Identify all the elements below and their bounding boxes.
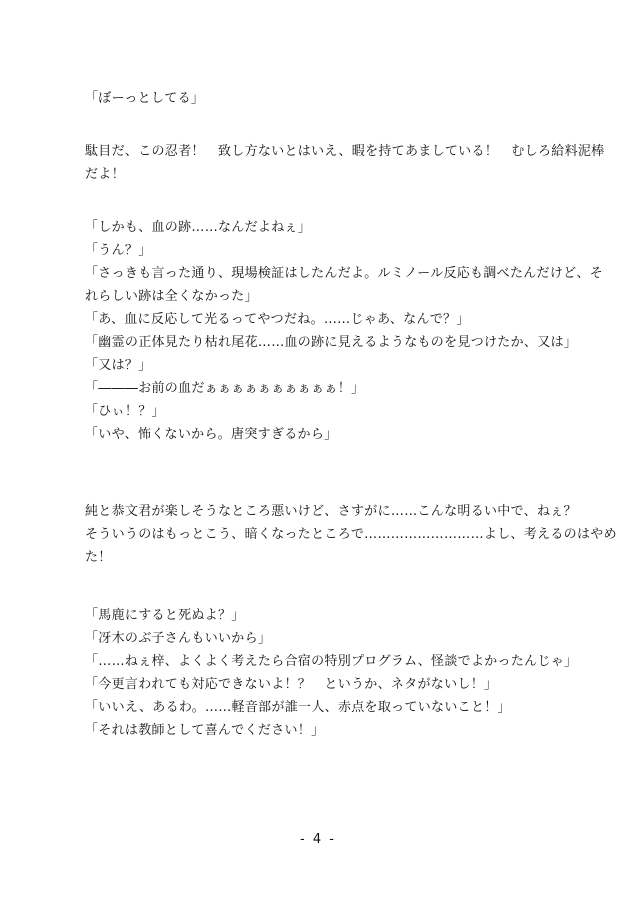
text-line: 「あ、血に反応して光るってやつだね。……じゃあ、なんで？」 [85, 312, 470, 327]
text-line: 「しかも、血の跡……なんだよねぇ」 [85, 220, 312, 235]
text-line: 「幽霊の正体見たり枯れ尾花……血の跡に見えるようなものを見つけたか、又は」 [85, 335, 578, 350]
text-line: 純と恭文君が楽しそうなところ悪いけど、さすがに……こんな明るい中で、ねぇ？ [85, 504, 577, 519]
page-number: - 4 - [300, 832, 336, 847]
text-line: 「今更言われても対応できないよ！？ というか、ネタがないし！」 [85, 677, 498, 692]
paragraph-2 [85, 140, 605, 186]
text-line: 「―――お前の血だぁぁぁぁぁぁぁぁぁぁ！」 [85, 381, 365, 396]
text-line: 「冴木のぶ子さんもいいから」 [85, 631, 272, 646]
text-line: 「ぼーっとしてる」 [85, 91, 205, 106]
paragraph-3 [85, 216, 604, 446]
text-line: 「ひぃ！？」 [85, 404, 165, 419]
paragraph-5 [85, 604, 578, 742]
text-line: 「又は？」 [85, 358, 152, 373]
text-line: 「……ねぇ梓、よくよく考えたら合宿の特別プログラム、怪談でよかったんじゃ」 [85, 654, 578, 669]
text-line: 「いや、怖くないから。唐突すぎるから」 [85, 427, 338, 442]
text-line: 「それは教師として喜んでください！」 [85, 723, 325, 738]
text-line: そういうのはもっとこう、暗くなったところで………………………よし、考えるのはやめ [85, 527, 617, 542]
text-line: れらしい跡は全くなかった」 [85, 289, 258, 304]
text-line: た！ [85, 550, 112, 565]
paragraph-4 [85, 500, 617, 569]
text-line: だよ！ [85, 167, 125, 182]
paragraph-1 [85, 87, 555, 110]
text-line: 駄目だ、この忍者！ 致し方ないとはいえ、暇を持てあましている！ むしろ給料泥棒 [85, 144, 605, 159]
text-line: 「さっきも言った通り、現場検証はしたんだよ。ルミノール反応も調べたんだけど、そ [85, 266, 604, 281]
text-line: 「いいえ、あるわ。……軽音部が誰一人、赤点を取っていないこと！」 [85, 700, 511, 715]
text-line: 「うん？」 [85, 243, 152, 258]
text-line: 「馬鹿にすると死ぬよ？」 [85, 608, 245, 623]
